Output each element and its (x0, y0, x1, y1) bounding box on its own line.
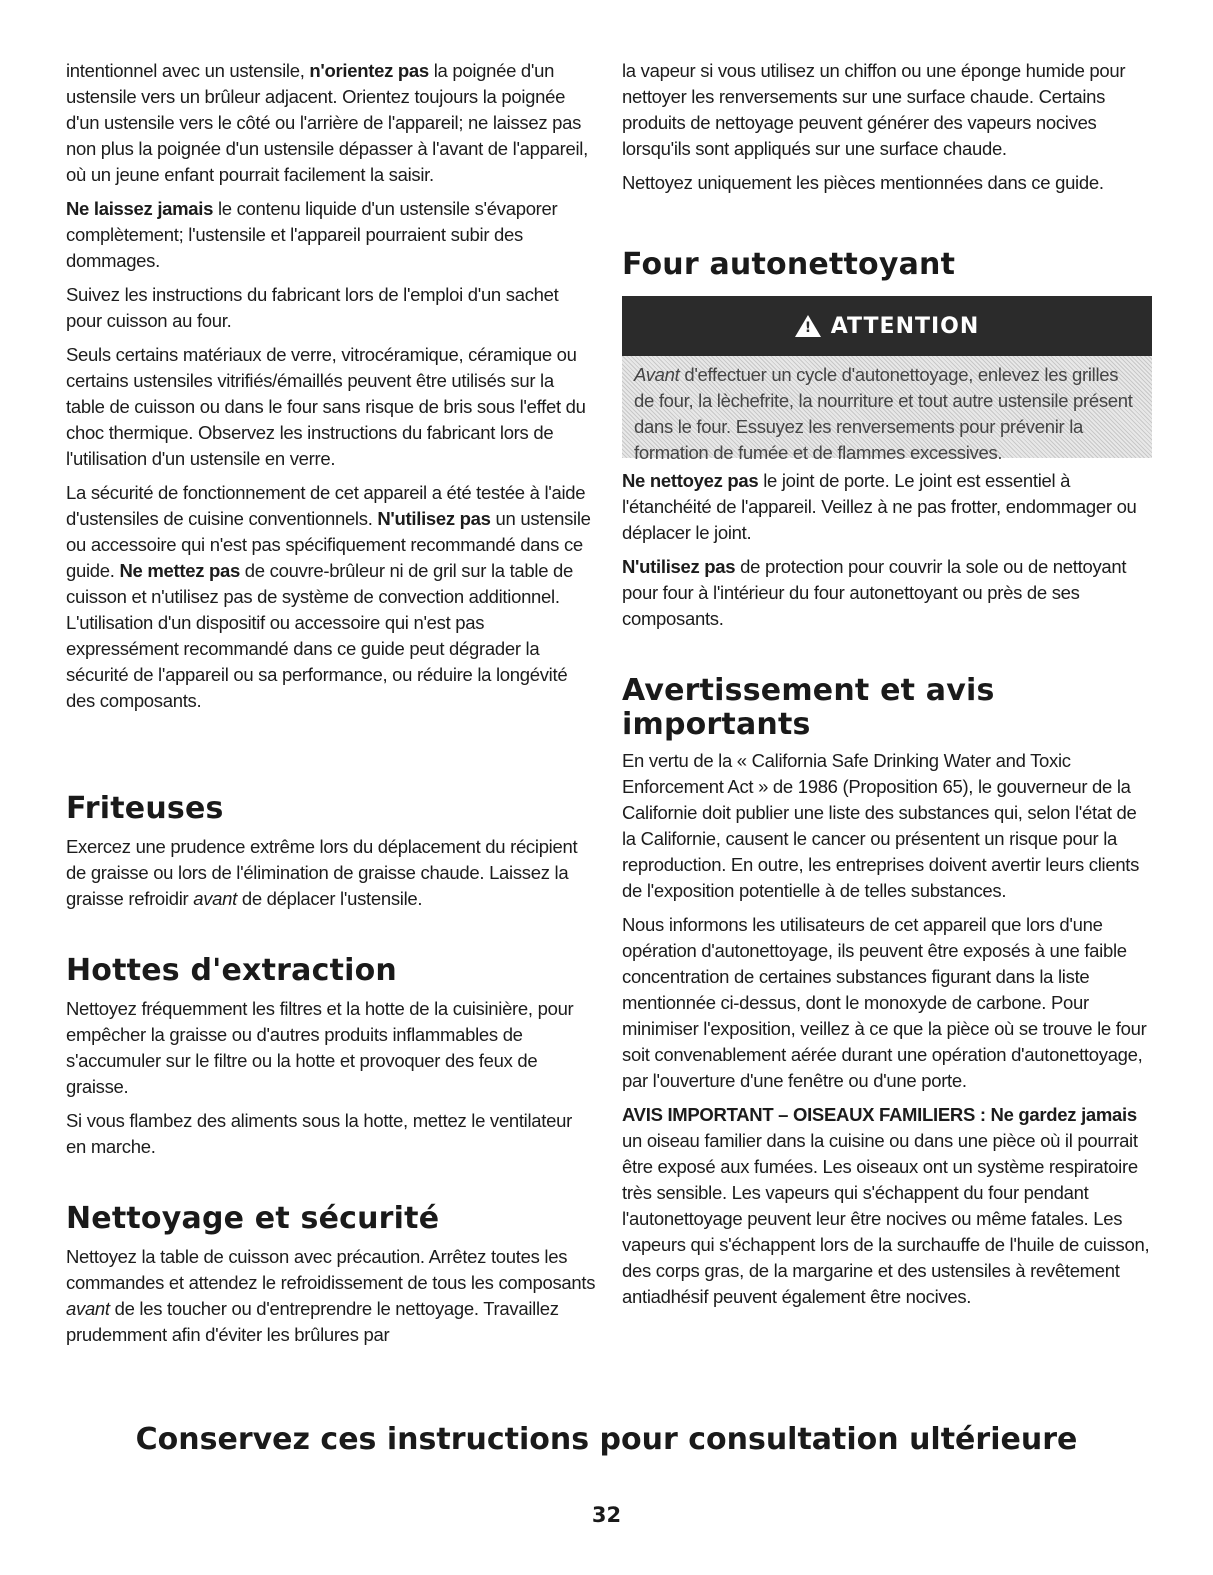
intro-paragraph-1 (66, 58, 596, 188)
friteuses-heading: Friteuses (66, 791, 224, 826)
text: Exercez une prudence extrême lors du déplacement du récipient de graisse ou lors de l'élimination de graisse chaude. Laissez la graisse refroidir (66, 836, 578, 909)
attention-text (622, 356, 1152, 466)
text: un oiseau familier dans la cuisine ou dans une pièce où il pourrait être exposé aux fumées. Les oiseaux ont un système respiratoire très sensible. Les vapeurs qui s'échappent du four pendant l'autonettoyage peuvent leur être nocives ou même fatales. Les vapeurs qui s'échappent lors de la surchauffe de l'huile de cuisson, des corps gras, de la margarine et des ustensiles à revêtement antiadhésif peuvent également être nocives. (622, 1130, 1150, 1307)
bold-text: Ne nettoyez pas (622, 470, 759, 491)
four-paragraph-2 (622, 554, 1152, 632)
attention-box (622, 296, 1152, 463)
intro-paragraph-5 (66, 480, 596, 714)
hottes-section (66, 954, 596, 1168)
page-number: 32 (591, 1503, 622, 1527)
hottes-paragraph-2: Si vous flambez des aliments sous la hotte, mettez le ventilateur en marche. (66, 1110, 572, 1157)
avert-paragraph-3 (622, 1102, 1152, 1310)
bold-text: AVIS IMPORTANT – OISEAUX FAMILIERS : Ne gardez jamais (622, 1104, 1137, 1125)
hottes-paragraph-1: Nettoyez fréquemment les filtres et la hotte de la cuisinière, pour empêcher la graisse ou d'autres produits inflammables de s'accumuler sur le filtre ou la hotte et provoquer des feux de graisse. (66, 998, 574, 1097)
attention-header (622, 296, 1152, 356)
bold-text: Ne laissez jamais (66, 198, 214, 219)
italic-text: avant (66, 1298, 110, 1319)
bold-text: n'orientez pas (309, 60, 429, 81)
friteuses-section (66, 792, 596, 920)
text: d'effectuer un cycle d'autonettoyage, enlevez les grilles de four, la lèchefrite, la nourriture et tout autre ustensile présent dans le four. Essuyez les renversements pour prévenir la formation de fumée et de flammes excessives. (634, 364, 1133, 463)
text: un ustensile ou accessoire qui n'est pas spécifiquement recommandé dans ce guide. (66, 508, 591, 581)
text: intentionnel avec un ustensile, (66, 60, 310, 81)
avert-heading: Avertissement et avis importants (622, 673, 995, 742)
four-heading: Four autonettoyant (622, 247, 956, 282)
footer-title: Conservez ces instructions pour consultation ultérieure (135, 1422, 1078, 1457)
hottes-heading: Hottes d'extraction (66, 953, 397, 988)
cont-paragraph-1: la vapeur si vous utilisez un chiffon ou une éponge humide pour nettoyer les renversements sur une surface chaude. Certains produits de nettoyage peuvent générer des vapeurs nocives lorsqu'ils sont appliqués sur une surface chaude. (622, 60, 1126, 159)
text: le joint de porte. Le joint est essentiel à l'étanchéité de l'appareil. Veillez à ne pas frotter, endommager ou déplacer le joint. (622, 470, 1137, 543)
text: de les toucher ou d'entreprendre le nettoyage. Travaillez prudemment afin d'éviter les brûlures par (66, 1298, 559, 1345)
friteuses-paragraph (66, 834, 596, 912)
intro-section (66, 58, 596, 722)
intro-paragraph-2 (66, 196, 596, 274)
attention-label: ATTENTION (830, 313, 980, 339)
text: de couvre-brûleur ni de gril sur la table de cuisson et n'utilisez pas de système de convection additionnel. L'utilisation d'un dispositif ou accessoire qui n'est pas expressément recommandé dans ce guide peut dégrader la sécurité de l'appareil ou sa performance, ou réduire la longévité des composants. (66, 560, 574, 711)
italic-text: avant (193, 888, 237, 909)
warning-triangle-icon (795, 315, 821, 337)
text: La sécurité de fonctionnement de cet appareil a été testée à l'aide d'ustensiles de cuisine conventionnels. (66, 482, 586, 529)
text: de déplacer l'ustensile. (237, 888, 423, 909)
nettoyage-heading: Nettoyage et sécurité (66, 1201, 440, 1236)
nettoyage-paragraph (66, 1244, 596, 1348)
bold-text: N'utilisez pas (377, 508, 491, 529)
avert-paragraph-2: Nous informons les utilisateurs de cet appareil que lors d'une opération d'autonettoyage, ils peuvent être exposés à une faible concentration de certaines substances figurant dans la liste mentionnée ci-dessus, dont le monoxyde de carbone. Pour minimiser l'exposition, veillez à ce que la pièce où se trouve le four soit convenablement aérée durant une opération d'autonettoyage, par l'ouverture d'une fenêtre ou d'une porte. (622, 914, 1147, 1091)
intro-paragraph-4: Seuls certains matériaux de verre, vitrocéramique, céramique ou certains ustensiles vitrifiés/émaillés peuvent être utilisés sur la table de cuisson ou dans le four sans risque de bris sous l'effet du choc thermique. Observez les instructions du fabricant lors de l'utilisation d'un ustensile en verre. (66, 344, 586, 469)
four-paragraph-1 (622, 468, 1152, 546)
text: la poignée d'un ustensile vers un brûleur adjacent. Orientez toujours la poignée d'un ustensile vers le côté ou l'arrière de l'appareil; ne laissez pas non plus la poignée d'un ustensile dépasser à l'avant de l'appareil, où un jeune enfant pourrait facilement la saisir. (66, 60, 588, 185)
avert-paragraph-1: En vertu de la « California Safe Drinking Water and Toxic Enforcement Act » de 1986 (Proposition 65), le gouverneur de la Californie doit publier une liste des substances qui, selon l'état de la Californie, causent le cancer ou présentent un risque pour la reproduction. En outre, les entreprises doivent avertir leurs clients de l'exposition potentielle à de telles substances. (622, 750, 1140, 901)
text: le contenu liquide d'un ustensile s'évaporer complètement; l'ustensile et l'appareil pourraient subir des dommages. (66, 198, 558, 271)
text: Nettoyez la table de cuisson avec précaution. Arrêtez toutes les commandes et attendez le refroidissement de tous les composants (66, 1246, 596, 1293)
avert-section (622, 674, 1152, 1318)
nettoyage-section (66, 1202, 596, 1356)
cont-paragraph-2: Nettoyez uniquement les pièces mentionnées dans ce guide. (622, 172, 1104, 193)
intro-paragraph-3: Suivez les instructions du fabricant lors de l'emploi d'un sachet pour cuisson au four. (66, 284, 559, 331)
bold-text: Ne mettez pas (119, 560, 240, 581)
bold-text: N'utilisez pas (622, 556, 736, 577)
four-body (622, 468, 1152, 640)
text: de protection pour couvrir la sole ou de nettoyant pour four à l'intérieur du four autonettoyant ou près de ses composants. (622, 556, 1127, 629)
italic-text: Avant (634, 364, 680, 385)
four-section (622, 248, 1152, 282)
cleaning-continued-section (622, 58, 1152, 204)
